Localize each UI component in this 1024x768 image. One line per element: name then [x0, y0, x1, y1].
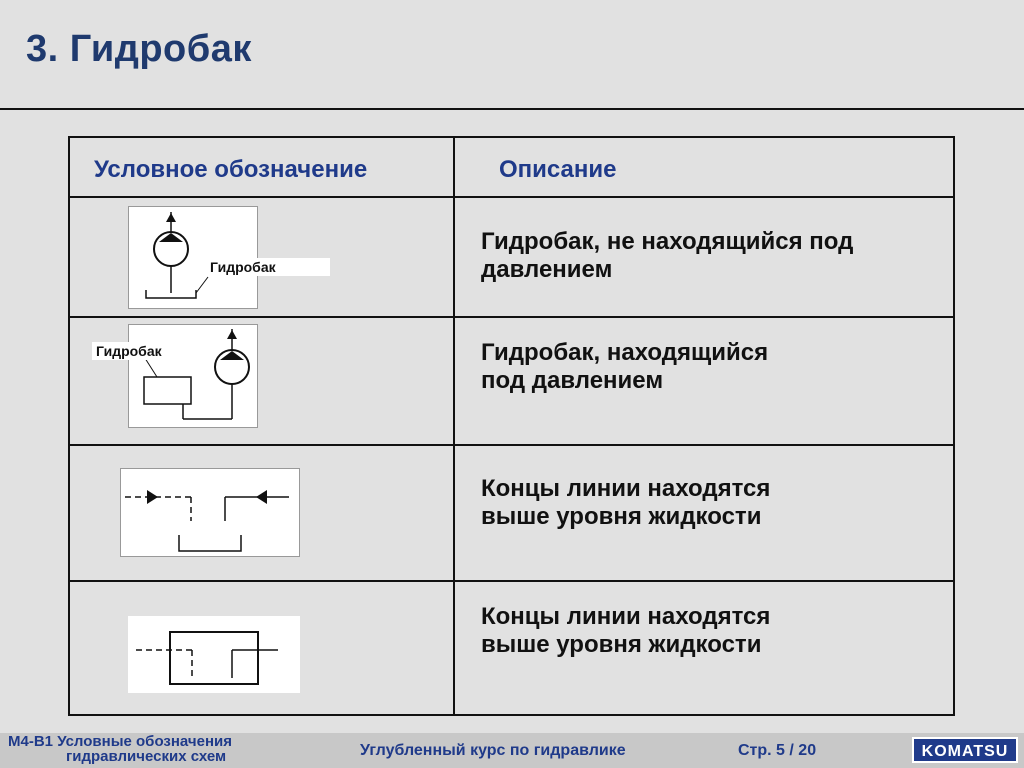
- row-2-description: Гидробак, находящийся под давлением: [481, 339, 769, 394]
- page-number: Стр. 5 / 20: [738, 742, 817, 759]
- row-3-description: Концы линии находятся выше уровня жидкости: [481, 475, 771, 530]
- slide-title: 3. Гидробак: [26, 28, 252, 70]
- row-divider: [70, 316, 953, 318]
- title-divider: [0, 108, 1024, 110]
- header-symbol: Условное обозначение: [94, 156, 368, 183]
- komatsu-logo: KOMATSU: [912, 737, 1018, 763]
- row-divider: [70, 580, 953, 582]
- footer-course-info: [8, 734, 232, 764]
- row-divider: [70, 444, 953, 446]
- course-title-line2: гидравлических схем: [66, 748, 227, 765]
- course-code: M4-B1: [8, 733, 54, 750]
- pressurized-tank-icon: [129, 325, 259, 429]
- symbol-table: [68, 136, 955, 716]
- row-2-tank-label: Гидробак: [92, 342, 166, 360]
- line-above-fluid-icon: [121, 469, 301, 558]
- row-2-symbol: [128, 324, 258, 428]
- row-1-description: Гидробак, не находящийся под давлением: [481, 228, 854, 283]
- row-divider: [70, 196, 953, 198]
- header-description: Описание: [499, 156, 617, 183]
- row-4-symbol: [128, 616, 300, 693]
- course-title-line1: Условные обозначения: [57, 733, 232, 750]
- line-into-tank-icon: [128, 616, 300, 693]
- row-1-tank-label: Гидробак: [206, 258, 330, 276]
- column-divider: [453, 138, 455, 714]
- row-3-symbol: [120, 468, 300, 557]
- course-name: Углубленный курс по гидравлике: [360, 742, 626, 759]
- footer: [0, 733, 1024, 768]
- row-4-description: Концы линии находятся выше уровня жидкости: [481, 603, 771, 658]
